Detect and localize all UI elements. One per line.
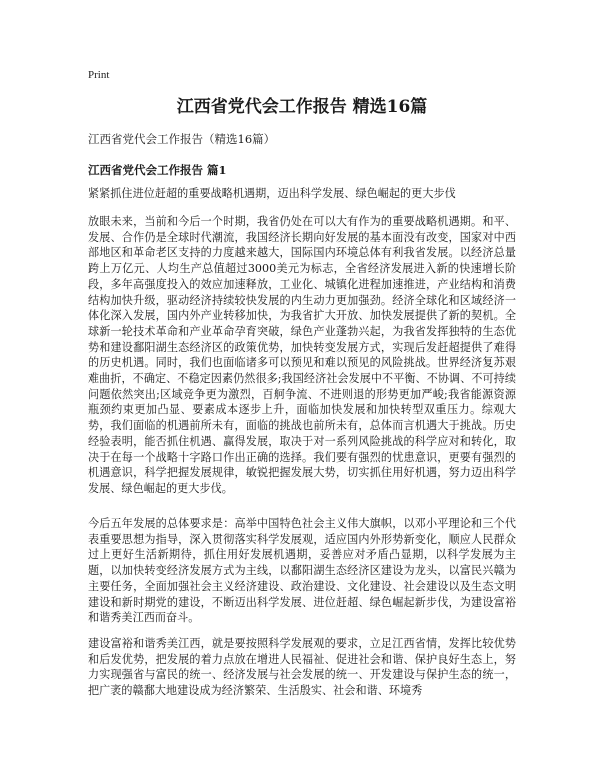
page-title: 江西省党代会工作报告 精选16篇 bbox=[176, 97, 428, 117]
section-heading: 江西省党代会工作报告 篇1 bbox=[88, 163, 227, 177]
print-link[interactable]: Print bbox=[88, 69, 110, 81]
body-paragraph: 今后五年发展的总体要求是：高举中国特色社会主义伟大旗帜，以邓小平理论和三个代表重要思想为指导，深入贯彻落实科学发展观，适应国内外形势新变化，顺应人民群众过上更好生活新期待，抓住用好发展机遇期，妥善应对矛盾凸显期，以科学发展为主题，以加快转变经济发展方式为主线，以鄱阳湖生态经济区建设为龙头，以富民兴赣为主要任务，全面加强社会主义经济建设、政治建设、文化建设、社会建设以及生态文明建设和新时期党的建设，不断迈出科学发展、进位赶超、绿色崛起新步伐，为建设富裕和谐秀美江西而奋斗。 bbox=[88, 517, 516, 625]
document-subtitle: 江西省党代会工作报告（精选16篇） bbox=[88, 132, 276, 146]
lead-paragraph: 紧紧抓住进位赶超的重要战略机遇期，迈出科学发展、绿色崛起的更大步伐 bbox=[88, 187, 456, 200]
body-paragraph: 放眼未来，当前和今后一个时期，我省仍处在可以大有作为的重要战略机遇期。和平、发展、合作仍是全球时代潮流，我国经济长期向好发展的基本面没有改变，国家对中西部地区和革命老区支持的力度越来越大，国际国内环境总体有利我省发展。以经济总量跨上万亿元、人均生产总值超过3000美元为标志，全省经济发展进入新的快速增长阶段，多年高强度投入的效应加速释放，工业化、城镇化进程加速推进，产业结构和消费结构加快升级，驱动经济持续较快发展的内生动力更加强劲。经济全球化和区域经济一体化深入发展，国内外产业转移加快，为我省扩大开放、加快发展提供了新的契机。全球新一轮技术革命和产业革命孕育突破，绿色产业蓬勃兴起，为我省发挥独特的生态优势和建设鄱阳湖生态经济区的政策优势，加快转变发展方式，实现后发赶超提供了难得的历史机遇。同时，我们也面临诸多可以预见和难以预见的风险挑战。世界经济复苏艰难曲折，不确定、不稳定因素仍然很多;我国经济社会发展中不平衡、不协调、不可持续问题依然突出;区域竞争更为激烈，百舸争流、不进则退的形势更加严峻;我省能源资源瓶颈约束更加凸显、要素成本逐步上升，面临加快发展和加快转型双重压力。综观大势，我们面临的机遇前所未有，面临的挑战也前所未有，总体而言机遇大于挑战。历史经验表明，能否抓住机遇、赢得发展，取决于对一系列风险挑战的科学应对和转化，取决于在每一个战略十字路口作出正确的选择。我们要有强烈的忧患意识，更要有强烈的机遇意识，科学把握发展规律，敏锐把握发展大势，切实抓住用好机遇，努力迈出科学发展、绿色崛起的更大步伐。 bbox=[88, 215, 516, 495]
body-paragraph: 建设富裕和谐秀美江西，就是要按照科学发展观的要求，立足江西省情，发挥比较优势和后发优势，把发展的着力点放在增进人民福祉、促进社会和谐、保护良好生态上，努力实现强省与富民的统一、经济发展与社会发展的统一、开发建设与保护生态的统一，把广袤的赣鄱大地建设成为经济繁荣、生活殷实、社会和谐、环境秀 bbox=[88, 637, 516, 698]
